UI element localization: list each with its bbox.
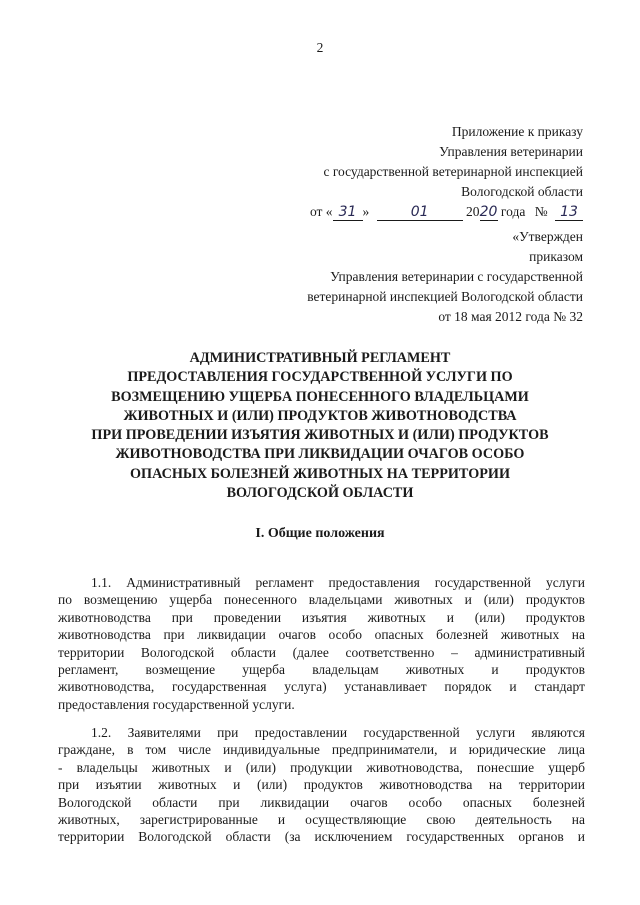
paragraph-line: 1.1. Административный регламент предоставления государственной услуги <box>91 575 585 590</box>
appendix-line: Вологодской области <box>461 184 583 199</box>
paragraph-line: при изъятии животных и (или) продуктов животноводства на территории <box>58 777 585 793</box>
handwritten-order-number: 13 <box>555 204 583 221</box>
title-line: ВОЛОГОДСКОЙ ОБЛАСТИ <box>226 485 414 502</box>
paragraph-line: по возмещению ущерба понесенного владельцами животных и (или) продуктов <box>58 592 585 608</box>
appendix-line: Приложение к приказу <box>451 124 583 139</box>
handwritten-day: 31 <box>333 204 363 221</box>
title-line: ЖИВОТНЫХ И (ИЛИ) ПРОДУКТОВ ЖИВОТНОВОДСТВА <box>123 407 517 424</box>
paragraph-line: Вологодской области при ликвидации очагов особо опасных болезней <box>58 794 585 810</box>
title-line: ОПАСНЫХ БОЛЕЗНЕЙ ЖИВОТНЫХ НА ТЕРРИТОРИИ <box>130 465 510 482</box>
approved-line: Управления ветеринарии с государственной <box>330 269 583 284</box>
paragraph-line: животноводства, государственная услуга) устанавливает порядок и стандарт <box>58 679 585 695</box>
appendix-line: с государственной ветеринарной инспекцией <box>323 164 583 179</box>
approved-line: приказом <box>529 249 583 264</box>
section-heading: I. Общие положения <box>255 526 385 541</box>
appendix-block <box>310 122 583 222</box>
paragraph-line: предоставления государственной услуги. <box>58 696 295 712</box>
paragraph-line: животноводства при ликвидации очагов особо опасных болезней животных на <box>58 627 585 643</box>
paragraph-line: территории Вологодской области (далее соответственно – административный <box>58 644 585 660</box>
handwritten-year: 20 <box>479 204 498 220</box>
paragraph-line: животноводства при проведении изъятия животных и (или) продуктов <box>58 609 585 625</box>
title-line: ЖИВОТНОВОДСТВА ПРИ ЛИКВИДАЦИИ ОЧАГОВ ОСОБО <box>115 446 525 463</box>
paragraph-line: граждане, в том числе индивидуальные предприниматели, и юридические лица <box>58 742 585 758</box>
document-title <box>70 349 570 503</box>
paragraph-line: 1.2. Заявителями при предоставлении государственной услуги являются <box>91 725 585 740</box>
appendix-line: Управления ветеринарии <box>439 144 583 159</box>
paragraph-1-1 <box>58 574 585 713</box>
approved-line: от 18 мая 2012 года № 32 <box>438 309 583 324</box>
paragraph-1-2 <box>58 724 585 846</box>
approved-line: «Утвержден <box>512 229 583 244</box>
year-word: года <box>500 204 526 219</box>
approved-block <box>307 227 583 327</box>
title-line: ПРИ ПРОВЕДЕНИИ ИЗЪЯТИЯ ЖИВОТНЫХ И (ИЛИ) ПРОДУКТОВ <box>91 427 549 444</box>
title-line: ВОЗМЕЩЕНИЮ УЩЕРБА ПОНЕСЕННОГО ВЛАДЕЛЬЦАМИ <box>111 388 529 405</box>
paragraph-line: территории Вологодской области (за исключением государственных органов и <box>58 829 585 845</box>
order-date-line <box>310 202 583 222</box>
date-prefix: от « <box>309 204 333 219</box>
paragraph-line: - владельцы животных и (или) продукции животноводства, понесшие ущерб <box>58 759 585 775</box>
page-number: 2 <box>316 40 324 55</box>
title-line: ПРЕДОСТАВЛЕНИЯ ГОСУДАРСТВЕННОЙ УСЛУГИ ПО <box>127 369 513 386</box>
handwritten-month: 01 <box>377 204 463 221</box>
number-sign: № <box>534 204 548 219</box>
paragraph-line: животных, зарегистрированные и осуществляющие свою деятельность на <box>58 812 585 828</box>
year-prefix: 20 <box>466 204 480 219</box>
title-line: АДМИНИСТРАТИВНЫЙ РЕГЛАМЕНТ <box>189 350 451 366</box>
date-day-close: » <box>362 204 370 219</box>
approved-line: ветеринарной инспекцией Вологодской области <box>307 289 583 304</box>
paragraph-line: регламент, возмещение ущерба владельцам животных и продуктов <box>58 662 585 678</box>
